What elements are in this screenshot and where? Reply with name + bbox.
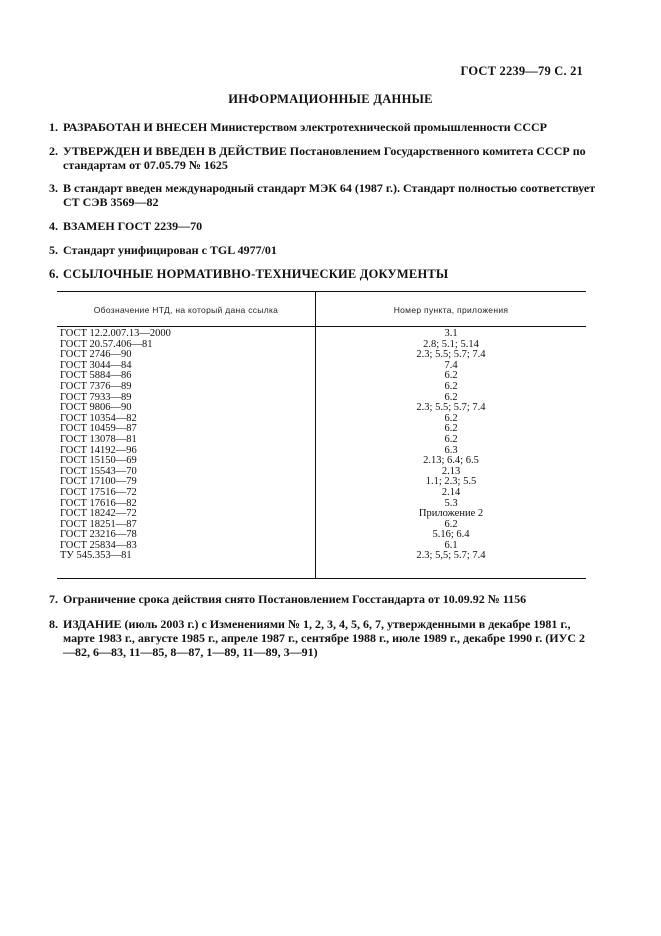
- document-designation: ГОСТ 12.2.007.13—2000: [60, 328, 171, 339]
- item-number: 8.: [49, 617, 58, 631]
- item-lead: ИЗДАНИЕ: [63, 617, 122, 631]
- item-lead: ВЗАМЕН ГОСТ 2239—70: [63, 219, 203, 233]
- document-designation: ГОСТ 3044—84: [60, 359, 132, 371]
- item-text: Министерством электротехнической промышленности СССР: [207, 120, 548, 134]
- document-designation: ГОСТ 9806—90: [60, 402, 132, 414]
- item-lead: УТВЕРЖДЕН И ВВЕДЕН В ДЕЙСТВИЕ: [63, 144, 287, 158]
- clause-reference: 6.2: [444, 391, 458, 403]
- document-designation: ГОСТ 2746—90: [60, 349, 132, 361]
- clause-reference: 2.13; 6.4; 6.5: [423, 455, 479, 467]
- info-item-5: [49, 243, 597, 257]
- item-number: 3.: [49, 181, 58, 195]
- item-text: В стандарт введен международный стандарт МЭК 64 (1987 г.). Стандарт полностью соответствует СТ СЭВ 3569—82: [63, 181, 596, 209]
- item-text: (июль 2003 г.) с Изменениями № 1, 2, 3, 4, 5, 6, 7, утвержденными в декабре 1981 г., марте 1983 г., августе 1985 г., апреле 1987 г., сентябре 1988 г., июле 1989 г., декабре 1990 г. (ИУС 2—82, 6—83, 11—85, 8—87, 1—89, 11—89, 3—91): [63, 617, 586, 659]
- item-lead: ССЫЛОЧНЫЕ НОРМАТИВНО-ТЕХНИЧЕСКИЕ ДОКУМЕНТЫ: [63, 267, 449, 281]
- table-row: [57, 329, 586, 340]
- clause-reference: 2.3; 5.5; 5.7; 7.4: [416, 349, 486, 361]
- item-number: 5.: [49, 243, 58, 257]
- table-row: [57, 361, 586, 372]
- clause-reference: 6.2: [444, 380, 458, 392]
- clause-reference: 7.4: [444, 359, 458, 371]
- document-designation: ГОСТ 25834—83: [60, 539, 137, 551]
- column-header-clause: Номер пункта, приложения: [393, 305, 509, 315]
- clause-reference: 5.3: [444, 497, 458, 509]
- clause-reference: 2.14: [441, 486, 461, 498]
- table-row: [57, 393, 586, 404]
- item-text: Постановлением Государственного комитета СССР по стандартам от 07.05.79 № 1625: [63, 144, 586, 172]
- page-header: ГОСТ 2239—79 С. 21: [460, 64, 583, 78]
- info-item-2: [49, 144, 597, 172]
- clause-reference: 6.2: [444, 423, 458, 435]
- item-text: Стандарт унифицирован с TGL 4977/01: [63, 243, 277, 257]
- table-body: [57, 329, 586, 562]
- table-row: [57, 371, 586, 382]
- table-row: [57, 435, 586, 446]
- clause-reference: 1.1; 2.3; 5.5: [425, 476, 477, 488]
- document-designation: ГОСТ 23216—78: [60, 529, 137, 541]
- document-designation: ГОСТ 18251—87: [60, 518, 137, 530]
- clause-reference: 2.13: [441, 465, 461, 477]
- clause-reference: 2.3; 5,5; 5.7; 7.4: [416, 550, 486, 562]
- clause-reference: Приложение 2: [418, 508, 484, 520]
- clause-reference: 2.8; 5.1; 5.14: [423, 338, 479, 350]
- table-row: [57, 541, 586, 552]
- document-designation: ГОСТ 14192—96: [60, 444, 137, 456]
- document-designation: ГОСТ 17616—82: [60, 497, 137, 509]
- document-title: ИНФОРМАЦИОННЫЕ ДАННЫЕ: [228, 92, 433, 106]
- clause-reference: 6.2: [444, 370, 458, 382]
- table-header-divider: [57, 326, 586, 327]
- clause-reference: 5.16; 6.4: [432, 529, 470, 541]
- clause-reference: 6.3: [444, 444, 458, 456]
- item-number: 7.: [49, 592, 58, 606]
- document-designation: ГОСТ 10354—82: [60, 412, 137, 424]
- document-designation: ГОСТ 5884—86: [60, 370, 132, 382]
- info-item-1: [49, 120, 597, 134]
- clause-reference: 2.3; 5.5; 5.7; 7.4: [416, 402, 486, 414]
- document-designation: ГОСТ 10459—87: [60, 423, 137, 435]
- table-row: [57, 551, 586, 562]
- table-row: [57, 488, 586, 499]
- table-row: [57, 350, 586, 361]
- document-designation: ГОСТ 13078—81: [60, 433, 137, 445]
- column-header-document: Обозначение НТД, на который дана ссылка: [93, 305, 279, 315]
- references-table: [57, 291, 586, 579]
- item-lead: РАЗРАБОТАН И ВНЕСЕН: [63, 120, 208, 134]
- item-number: 6.: [49, 267, 59, 281]
- info-item-7: [49, 592, 597, 606]
- info-item-6: [49, 267, 597, 281]
- clause-reference: 6.2: [444, 412, 458, 424]
- item-text: Ограничение срока действия снято Постановлением Госстандарта от 10.09.92 № 1156: [63, 592, 527, 606]
- document-designation: ГОСТ 15543—70: [60, 465, 137, 477]
- table-row: [57, 340, 586, 351]
- document-designation: ГОСТ 15150—69: [60, 455, 137, 467]
- document-designation: ГОСТ 17516—72: [60, 486, 137, 498]
- table-row: [57, 382, 586, 393]
- document-designation: ГОСТ 7933—89: [60, 391, 132, 403]
- clause-reference: 3.1: [444, 328, 458, 339]
- document-designation: ГОСТ 20.57.406—81: [60, 338, 153, 350]
- clause-reference: 6.2: [444, 433, 458, 445]
- clause-reference: 6.2: [444, 518, 458, 530]
- info-item-3: [49, 181, 597, 209]
- info-item-4: [49, 219, 597, 233]
- document-designation: ГОСТ 17100—79: [60, 476, 137, 488]
- document-designation: ГОСТ 18242—72: [60, 508, 137, 520]
- item-number: 1.: [49, 120, 58, 134]
- document-designation: ТУ 545.353—81: [60, 550, 132, 562]
- document-designation: ГОСТ 7376—89: [60, 380, 132, 392]
- info-item-8: [49, 617, 597, 659]
- item-number: 4.: [49, 219, 58, 233]
- item-number: 2.: [49, 144, 58, 158]
- clause-reference: 6.1: [444, 539, 458, 551]
